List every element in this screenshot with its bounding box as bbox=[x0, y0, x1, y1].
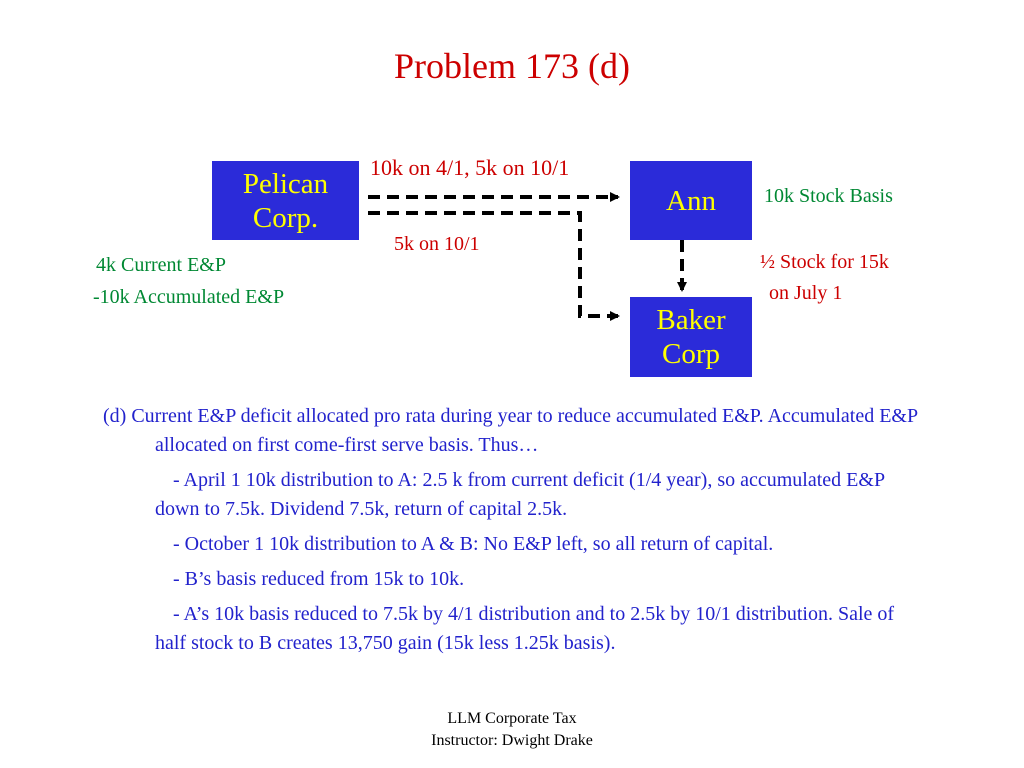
slide-footer bbox=[300, 708, 724, 752]
arrow-top-label: 10k on 4/1, 5k on 10/1 bbox=[370, 155, 570, 180]
arrow-pelican-to-baker bbox=[368, 213, 618, 316]
accumulated-ep-label: -10k Accumulated E&P bbox=[93, 286, 285, 308]
arrow-bottom-label: 5k on 10/1 bbox=[394, 233, 480, 255]
pelican-corp-box bbox=[212, 161, 359, 240]
pelican-line2: Corp. bbox=[252, 201, 319, 234]
pelican-line1: Pelican bbox=[242, 167, 329, 200]
explanation-point: - A’s 10k basis reduced to 7.5k by 4/1 distribution and to 2.5k by 10/1 distribution. Sale of half stock to B creates 13,750 gain (15k less 1.25k basis). bbox=[155, 603, 895, 654]
sale-label-line2: on July 1 bbox=[764, 282, 843, 304]
explanation-block bbox=[103, 402, 923, 658]
explanation-point: - April 1 10k distribution to A: 2.5 k from current deficit (1/4 year), so accumulated E&P down to 7.5k. Dividend 7.5k, return of capital 2.5k. bbox=[155, 469, 885, 520]
current-ep-label: 4k Current E&P bbox=[96, 254, 226, 276]
footer-instructor: Instructor: Dwight Drake bbox=[431, 732, 593, 749]
baker-line1: Baker bbox=[656, 304, 726, 336]
ann-label: Ann bbox=[666, 184, 716, 217]
explanation-intro: (d) Current E&P deficit allocated pro rata during year to reduce accumulated E&P. Accumulated E&P allocated on first come-first serve basis. Thus… bbox=[103, 405, 918, 456]
sale-label-line1: ½ Stock for 15k bbox=[760, 251, 889, 273]
slide-title: Problem 173 (d) bbox=[394, 46, 630, 86]
ann-basis-label: 10k Stock Basis bbox=[764, 185, 893, 207]
footer-course: LLM Corporate Tax bbox=[447, 710, 577, 727]
explanation-point: - October 1 10k distribution to A & B: No E&P left, so all return of capital. bbox=[173, 533, 774, 555]
ann-box bbox=[630, 161, 752, 240]
baker-line2: Corp bbox=[662, 338, 720, 370]
baker-corp-box bbox=[630, 297, 752, 377]
explanation-point: - B’s basis reduced from 15k to 10k. bbox=[173, 568, 465, 590]
